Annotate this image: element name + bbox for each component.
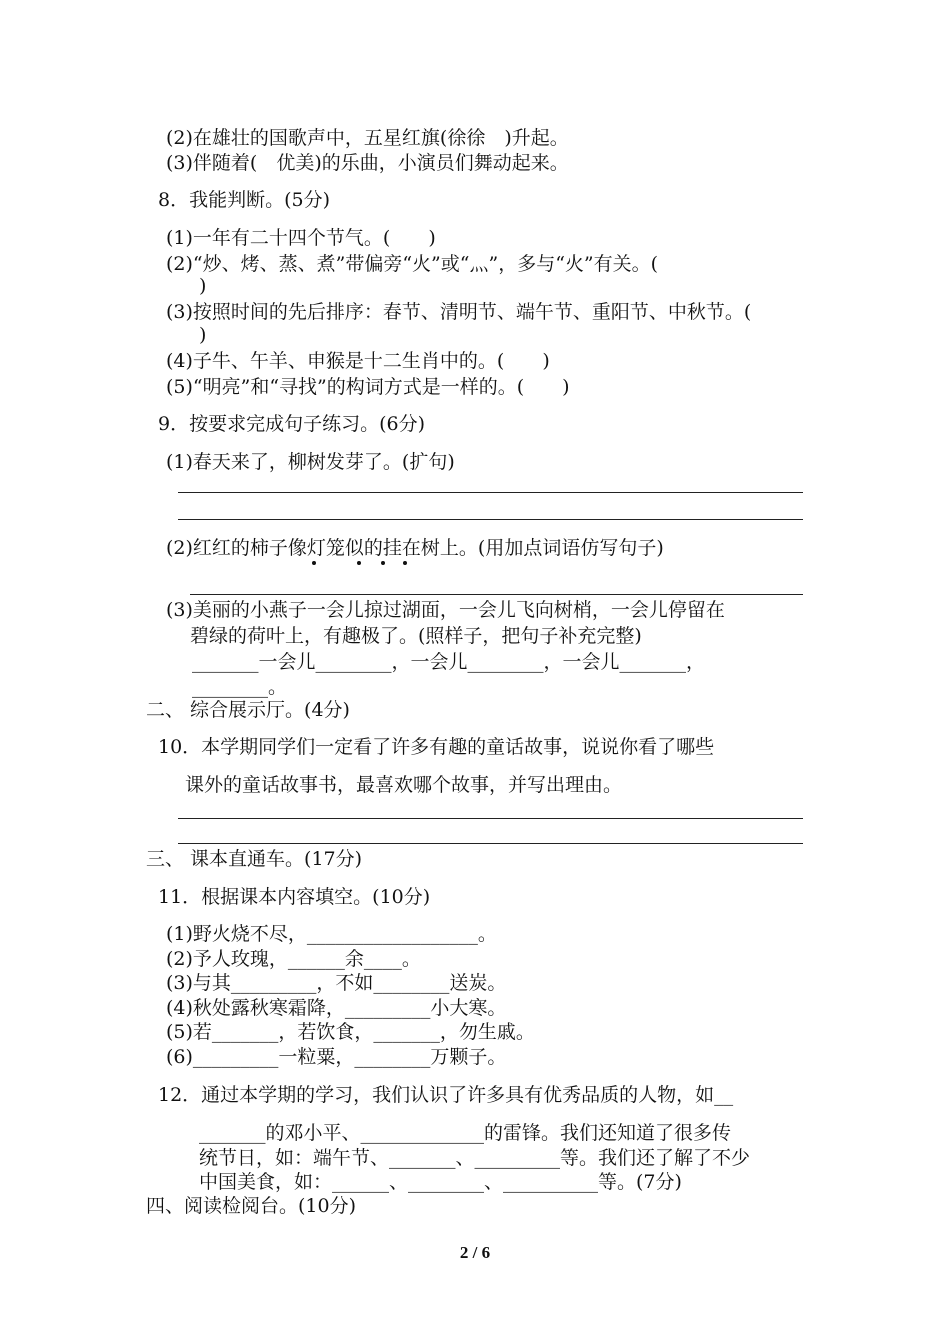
q11-item-4: (4)秋处露秋寒霜降，_________小大寒。 xyxy=(166,997,507,1019)
q7-item-3: (3)伴随着( 优美)的乐曲，小演员们舞动起来。 xyxy=(166,152,569,174)
q9-item-3: (3)美丽的小燕子一会儿掠过湖面，一会儿飞向树梢，一会儿停留在 xyxy=(166,599,725,621)
q9-item-2: (2)红红的柿子像灯笼似的挂在树上。(用加点词语仿写句子) xyxy=(166,537,664,559)
q8-item-1: (1)一年有二十四个节气。( ) xyxy=(166,227,436,249)
q8-item-2-cont: ) xyxy=(199,275,207,297)
q8-item-4: (4)子牛、午羊、申猴是十二生肖中的。( ) xyxy=(166,350,550,372)
question-12-text: 12．通过本学期的学习，我们认识了许多具有优秀品质的人物，如__ xyxy=(158,1084,734,1106)
emphasis-dot xyxy=(357,561,361,565)
q8-item-3-cont: ) xyxy=(199,324,207,346)
section-4-heading: 四、阅读检阅台。(10分) xyxy=(146,1195,357,1217)
emphasis-dot xyxy=(403,561,407,565)
emphasis-dot xyxy=(312,561,316,565)
question-8-title: 8．我能判断。(5分) xyxy=(158,189,331,211)
q11-item-3: (3)与其_________，不如________送炭。 xyxy=(166,972,507,994)
q11-item-1: (1)野火烧不尽，__________________。 xyxy=(166,923,497,945)
section-2-heading: 二、 综合展示厅。(4分) xyxy=(146,699,350,721)
page-number: 2 / 6 xyxy=(459,1243,491,1262)
q7-item-2: (2)在雄壮的国歌声中，五星红旗(徐徐 )升起。 xyxy=(166,127,569,149)
question-12-text-cont-2: 统节日，如：端午节、_______、_________等。我们还了解了不少 xyxy=(199,1147,751,1169)
question-12-text-cont-3: 中国美食，如：______、________、__________等。(7分) xyxy=(199,1171,682,1193)
q8-item-2: (2)“炒、烤、蒸、煮”带偏旁“火”或“灬”，多与“火”有关。( xyxy=(166,253,659,275)
answer-line xyxy=(178,818,803,819)
section-3-heading: 三、 课本直通车。(17分) xyxy=(146,848,363,870)
answer-line xyxy=(190,594,803,595)
emphasis-dot xyxy=(381,561,385,565)
q11-item-2: (2)予人玫瑰，______余____。 xyxy=(166,948,421,970)
q9-item-3-blanks: _______一会儿________，一会儿________，一会儿_______， xyxy=(192,651,706,673)
question-11-title: 11．根据课本内容填空。(10分) xyxy=(158,886,431,908)
q11-item-6: (6)_________一粒粟，________万颗子。 xyxy=(166,1046,507,1068)
answer-line xyxy=(178,843,803,844)
answer-line xyxy=(178,492,803,493)
q8-item-5: (5)“明亮”和“寻找”的构词方式是一样的。( ) xyxy=(166,376,570,398)
q11-item-5: (5)若_______，若饮食，_______，勿生戚。 xyxy=(166,1021,535,1043)
q9-item-3-blanks-end: ________。 xyxy=(192,676,288,698)
question-12-text-cont-1: _______的邓小平、_____________的雷锋。我们还知道了很多传 xyxy=(199,1122,732,1144)
question-10-text-cont: 课外的童话故事书，最喜欢哪个故事，并写出理由。 xyxy=(185,774,623,796)
q9-item-1: (1)春天来了，柳树发芽了。(扩句) xyxy=(166,451,455,473)
question-9-title: 9．按要求完成句子练习。(6分) xyxy=(158,413,426,435)
q9-item-3-cont: 碧绿的荷叶上，有趣极了。(照样子，把句子补充完整) xyxy=(190,625,642,647)
question-10-text: 10．本学期同学们一定看了许多有趣的童话故事，说说你看了哪些 xyxy=(158,736,715,758)
q8-item-3: (3)按照时间的先后排序：春节、清明节、端午节、重阳节、中秋节。( xyxy=(166,301,752,323)
answer-line xyxy=(178,519,803,520)
